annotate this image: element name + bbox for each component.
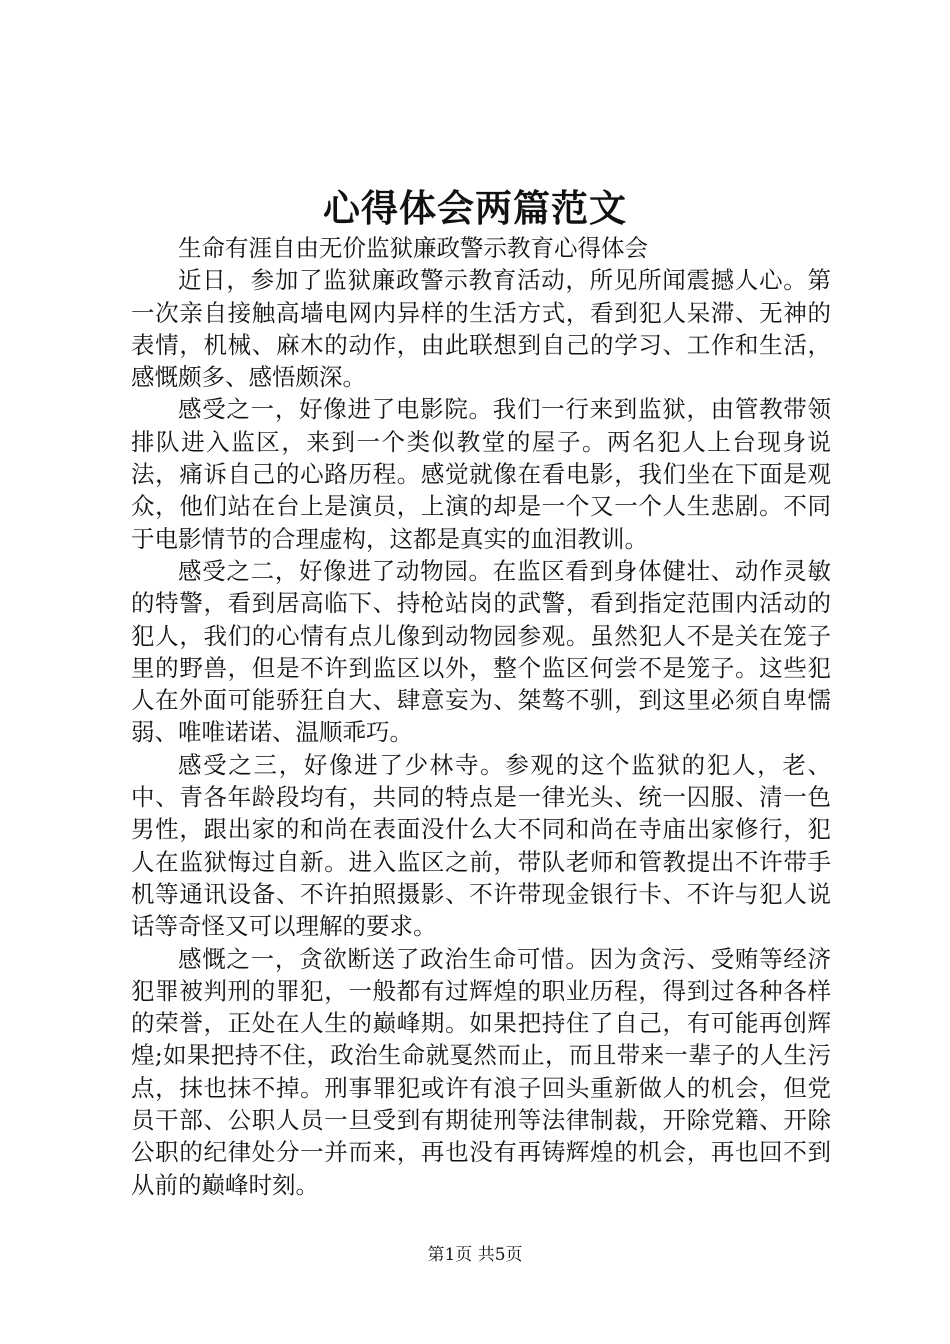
body-paragraph: 感受之一，好像进了电影院。我们一行来到监狱，由管教带领排队进入监区，来到一个类似教堂的屋子。两名犯人上台现身说法，痛诉自己的心路历程。感觉就像在看电影，我们坐在下面是观众，他们站在台上是演员，上演的却是一个又一个人生悲剧。不同于电影情节的合理虚构，这都是真实的血泪教训。 <box>131 395 831 553</box>
document-title: 心得体会两篇范文 <box>323 186 627 230</box>
body-paragraph: 近日，参加了监狱廉政警示教育活动，所见所闻震撼人心。第一次亲自接触高墙电网内异样的生活方式，看到犯人呆滞、无神的表情，机械、麻木的动作，由此联想到自己的学习、工作和生活，感慨颇多、感悟颇深。 <box>131 266 831 392</box>
page-number-footer: 第1页 共5页 <box>427 1245 523 1265</box>
body-paragraph: 感受之二，好像进了动物园。在监区看到身体健壮、动作灵敏的特警，看到居高临下、持枪站岗的武警，看到指定范围内活动的犯人，我们的心情有点儿像到动物园参观。虽然犯人不是关在笼子里的野兽，但是不许到监区以外，整个监区何尝不是笼子。这些犯人在外面可能骄狂自大、肆意妄为、桀骜不驯，到这里必须自卑懦弱、唯唯诺诺、温顺乖巧。 <box>131 556 831 747</box>
body-paragraph: 感受之三，好像进了少林寺。参观的这个监狱的犯人，老、中、青各年龄段均有，共同的特点是一律光头、统一囚服、清一色男性，跟出家的和尚在表面没什么大不同和尚在寺庙出家修行，犯人在监狱悔过自新。进入监区之前，带队老师和管教提出不许带手机等通讯设备、不许拍照摄影、不许带现金银行卡、不许与犯人说话等奇怪又可以理解的要求。 <box>131 750 831 941</box>
document-body <box>131 232 831 1201</box>
subtitle-paragraph: 生命有涯自由无价监狱廉政警示教育心得体会 <box>178 234 648 262</box>
body-paragraph: 感慨之一，贪欲断送了政治生命可惜。因为贪污、受贿等经济犯罪被判刑的罪犯，一般都有过辉煌的职业历程，得到过各种各样的荣誉，正处在人生的巅峰期。如果把持住了自己，有可能再创辉煌;如果把持不住，政治生命就戛然而止，而且带来一辈子的人生污点，抹也抹不掉。刑事罪犯或许有浪子回头重新做人的机会，但党员干部、公职人员一旦受到有期徒刑等法律制裁，开除党籍、开除公职的纪律处分一并而来，再也没有再铸辉煌的机会，再也回不到从前的巅峰时刻。 <box>131 944 831 1199</box>
